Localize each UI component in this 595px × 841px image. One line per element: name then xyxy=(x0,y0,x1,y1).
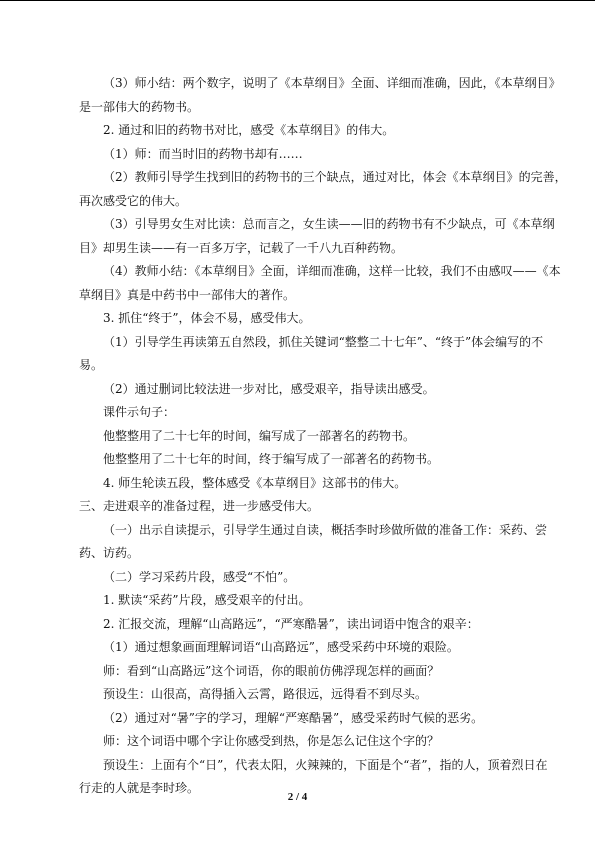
text-line: （2）通过对“暑”字的学习，理解“严寒酷暑”，感受采药时气候的恶劣。 xyxy=(103,710,484,725)
text-line: （4）教师小结：《本草纲目》全面，详细而准确，这样一比较，我们不由感叹——《本 xyxy=(103,264,561,278)
text-line: 师：这个词语中哪个字让你感受到热，你是怎么记住这个字的？ xyxy=(103,734,440,748)
text-line: 预设生：上面有个“日”，代表太阳，火辣辣的，下面是个“者”，指的人，顶着烈日在 xyxy=(103,757,548,772)
text-line: 再次感受它的伟大。 xyxy=(79,193,188,208)
text-line: （1）师：而当时旧的药物书却有…… xyxy=(103,146,303,161)
text-line: 4. 师生轮读五段，整体感受《本草纲目》这部书的伟大。 xyxy=(103,475,407,490)
text-line: 三、走进艰辛的准备过程，进一步感受伟大。 xyxy=(79,499,320,513)
text-line: 师：看到“山高路远”这个词语，你的眼前仿佛浮现怎样的画面？ xyxy=(103,663,440,678)
text-line: （一）出示自读提示，引导学生通过自读，概括李时珍做所做的准备工作：采药、尝 xyxy=(103,522,548,537)
document-body xyxy=(79,72,567,801)
text-line: （2）教师引导学生找到旧的药物书的三个缺点，通过对比，体会《本草纲目》的完善， xyxy=(103,170,567,184)
text-line: 草纲目》真是中药书中一部伟大的著作。 xyxy=(79,287,296,302)
text-line: （3）师小结：两个数字，说明了《本草纲目》全面、详细而准确，因此，《本草纲目》 xyxy=(103,76,561,90)
text-line: （1）引导学生再读第五自然段，抓住关键词“整整二十七年”、“终于”体会编写的不 xyxy=(103,334,544,349)
text-line: 他整整用了二十七年的时间，终于编写成了一部著名的药物书。 xyxy=(103,452,440,466)
text-line: 目》却男生读——有一百多万字，记载了一千八九百种药物。 xyxy=(79,240,404,255)
text-line: 易。 xyxy=(79,358,104,372)
text-line: （3）引导男女生对比读：总而言之，女生读——旧的药物书有不少缺点，可《本草纲 xyxy=(103,217,555,231)
text-line: 药、访药。 xyxy=(79,546,140,560)
text-line: 课件示句子： xyxy=(103,405,176,419)
text-line: （1）通过想象画面理解词语“山高路远”，感受采药中环境的艰险。 xyxy=(103,640,459,654)
text-line: （2）通过删词比较法进一步对比，感受艰辛，指导读出感受。 xyxy=(103,381,435,396)
text-line: 3. 抓住“终于”，体会不易，感受伟大。 xyxy=(103,311,311,325)
text-line: 预设生：山很高，高得插入云霄，路很远，远得看不到尽头。 xyxy=(103,687,428,701)
text-line: （二）学习采药片段，感受“不怕”。 xyxy=(103,569,296,584)
text-line: 是一部伟大的药物书。 xyxy=(79,99,200,114)
page-number: 2 / 4 xyxy=(287,791,308,803)
text-line: 他整整用了二十七年的时间，编写成了一部著名的药物书。 xyxy=(103,428,416,443)
text-line: 行走的人就是李时珍。 xyxy=(79,781,200,795)
header-rule xyxy=(0,0,595,1)
text-line: 2. 通过和旧的药物书对比，感受《本草纲目》的伟大。 xyxy=(103,123,395,137)
text-line: 1. 默读“采药”片段，感受艰辛的付出。 xyxy=(103,593,311,607)
text-line: 2. 汇报交流，理解“山高路远”，“严寒酷暑”，读出词语中饱含的艰辛： xyxy=(103,616,479,631)
